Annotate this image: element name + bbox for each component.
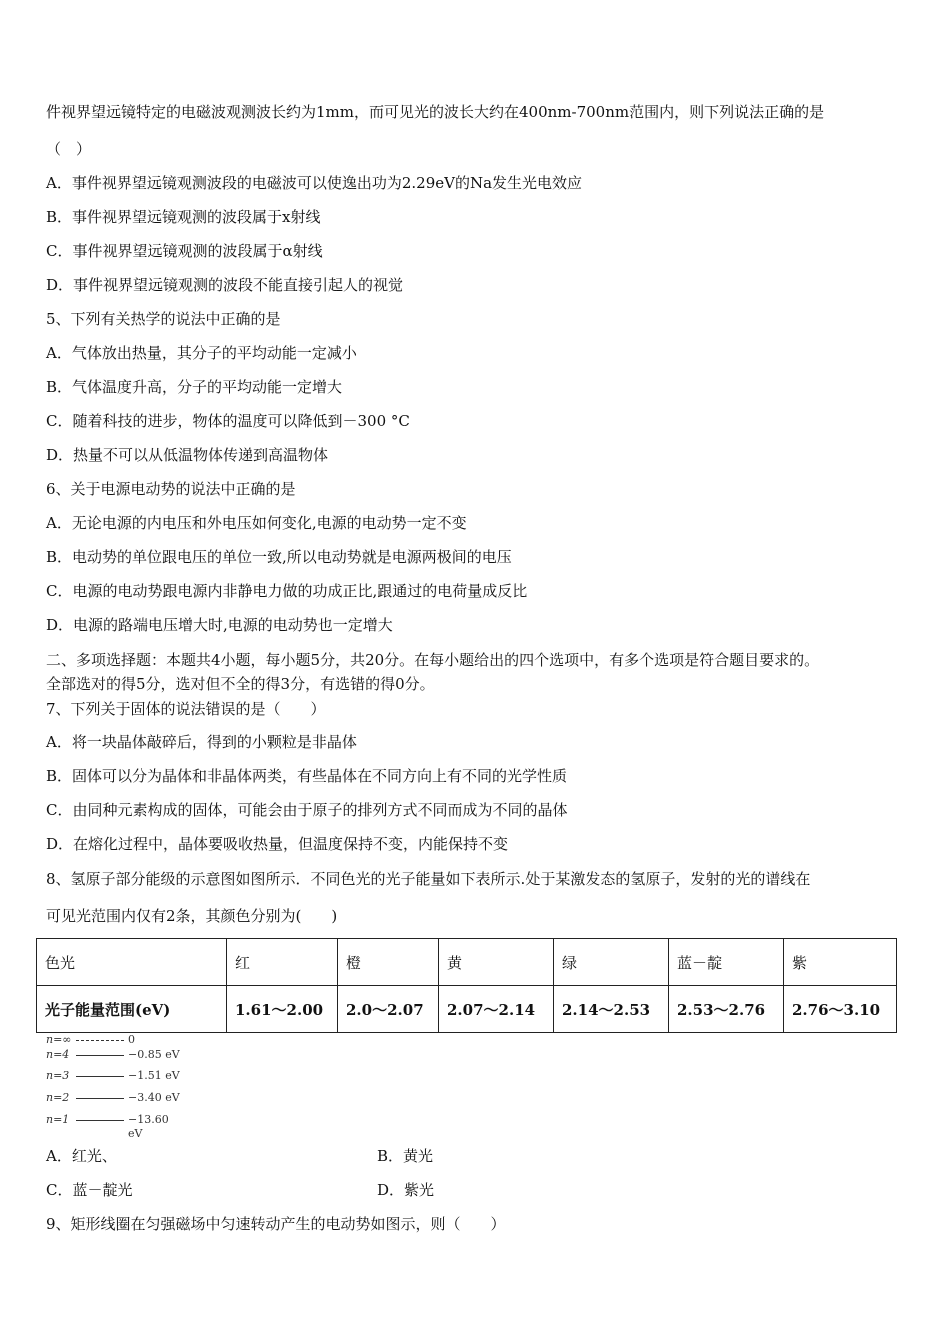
question-4-option-b: B．事件视界望远镜观测的波段属于x射线 bbox=[46, 208, 321, 226]
question-7-option-c: C．由同种元素构成的固体，可能会由于原子的排列方式不同而成为不同的晶体 bbox=[46, 801, 568, 819]
question-8-stem-line2: 可见光范围内仅有2条，其颜色分别为( ) bbox=[46, 907, 338, 925]
table-cell: 色光 bbox=[37, 939, 227, 986]
table-cell: 橙 bbox=[338, 939, 439, 986]
level-line bbox=[76, 1120, 124, 1121]
table-cell: 绿 bbox=[554, 939, 669, 986]
question-4-stem-line2: （ ） bbox=[46, 140, 92, 158]
level-line bbox=[76, 1040, 124, 1041]
table-cell: 2.07～2.14 bbox=[439, 986, 554, 1033]
question-7-option-a: A．将一块晶体敲碎后，得到的小颗粒是非晶体 bbox=[46, 733, 357, 751]
energy-level-inf bbox=[46, 1033, 186, 1047]
table-cell: 光子能量范围(eV) bbox=[37, 986, 227, 1033]
level-label: n=2 bbox=[46, 1091, 70, 1104]
level-energy: 0 bbox=[128, 1033, 135, 1046]
table-cell: 2.53～2.76 bbox=[669, 986, 784, 1033]
question-5-option-c: C．随着科技的进步，物体的温度可以降低到－300 °C bbox=[46, 412, 410, 430]
question-6-option-d: D．电源的路端电压增大时,电源的电动势也一定增大 bbox=[46, 616, 393, 634]
level-label: n=1 bbox=[46, 1113, 70, 1126]
question-8-option-d: D．紫光 bbox=[377, 1181, 435, 1199]
level-energy: −13.60 eV bbox=[128, 1113, 169, 1140]
question-8-stem-line1: 8、氢原子部分能级的示意图如图所示．不同色光的光子能量如下表所示.处于某激发态的氢原子，发射的光的谱线在 bbox=[46, 870, 811, 888]
question-8-option-a: A．红光、 bbox=[46, 1147, 117, 1165]
energy-level-2 bbox=[46, 1091, 186, 1105]
question-4-option-d: D．事件视界望远镜观测的波段不能直接引起人的视觉 bbox=[46, 276, 404, 294]
question-9-stem: 9、矩形线圈在匀强磁场中匀速转动产生的电动势如图示，则（ ） bbox=[46, 1215, 506, 1233]
question-5-option-a: A．气体放出热量，其分子的平均动能一定减小 bbox=[46, 344, 357, 362]
energy-level-diagram bbox=[46, 1033, 186, 1140]
table-cell: 紫 bbox=[784, 939, 897, 986]
question-4-option-c: C．事件视界望远镜观测的波段属于α射线 bbox=[46, 242, 323, 260]
question-8-option-c: C．蓝－靛光 bbox=[46, 1181, 133, 1199]
question-8-option-b: B．黄光 bbox=[377, 1147, 434, 1165]
question-4-option-a: A．事件视界望远镜观测波段的电磁波可以使逸出功为2.29eV的Na发生光电效应 bbox=[46, 174, 583, 192]
question-7-option-d: D．在熔化过程中，晶体要吸收热量，但温度保持不变，内能保持不变 bbox=[46, 835, 509, 853]
table-cell: 2.0～2.07 bbox=[338, 986, 439, 1033]
energy-level-3 bbox=[46, 1069, 186, 1083]
table-cell: 红 bbox=[227, 939, 338, 986]
level-energy: −3.40 eV bbox=[128, 1091, 180, 1104]
section-2-heading-line2: 全部选对的得5分，选对但不全的得3分，有选错的得0分。 bbox=[46, 675, 435, 693]
section-2-heading-line1: 二、多项选择题：本题共4小题，每小题5分，共20分。在每小题给出的四个选项中，有多个选项是符合题目要求的。 bbox=[46, 651, 820, 669]
level-energy: −0.85 eV bbox=[128, 1048, 180, 1061]
table-row bbox=[37, 986, 897, 1033]
question-6-stem: 6、关于电源电动势的说法中正确的是 bbox=[46, 480, 296, 498]
question-5-stem: 5、下列有关热学的说法中正确的是 bbox=[46, 310, 281, 328]
table-cell: 2.76～3.10 bbox=[784, 986, 897, 1033]
level-label: n=∞ bbox=[46, 1033, 72, 1046]
table-cell: 1.61～2.00 bbox=[227, 986, 338, 1033]
table-cell: 2.14～2.53 bbox=[554, 986, 669, 1033]
level-label: n=4 bbox=[46, 1048, 70, 1061]
question-6-option-a: A．无论电源的内电压和外电压如何变化,电源的电动势一定不变 bbox=[46, 514, 467, 532]
question-7-option-b: B．固体可以分为晶体和非晶体两类，有些晶体在不同方向上有不同的光学性质 bbox=[46, 767, 568, 785]
level-line bbox=[76, 1055, 124, 1056]
energy-level-4 bbox=[46, 1048, 186, 1062]
energy-level-1 bbox=[46, 1113, 186, 1140]
table-cell: 黄 bbox=[439, 939, 554, 986]
level-label: n=3 bbox=[46, 1069, 70, 1082]
question-4-stem-line1: 件视界望远镜特定的电磁波观测波长约为1mm，而可见光的波长大约在400nm-700nm范围内，则下列说法正确的是 bbox=[46, 103, 825, 121]
level-line bbox=[76, 1098, 124, 1099]
question-7-stem: 7、下列关于固体的说法错误的是（ ） bbox=[46, 700, 326, 718]
level-line bbox=[76, 1076, 124, 1077]
table-cell: 蓝－靛 bbox=[669, 939, 784, 986]
photon-energy-table bbox=[36, 938, 897, 1033]
table-row bbox=[37, 939, 897, 986]
question-6-option-b: B．电动势的单位跟电压的单位一致,所以电动势就是电源两极间的电压 bbox=[46, 548, 512, 566]
question-5-option-d: D．热量不可以从低温物体传递到高温物体 bbox=[46, 446, 329, 464]
question-5-option-b: B．气体温度升高，分子的平均动能一定增大 bbox=[46, 378, 343, 396]
level-energy: −1.51 eV bbox=[128, 1069, 180, 1082]
question-6-option-c: C．电源的电动势跟电源内非静电力做的功成正比,跟通过的电荷量成反比 bbox=[46, 582, 528, 600]
